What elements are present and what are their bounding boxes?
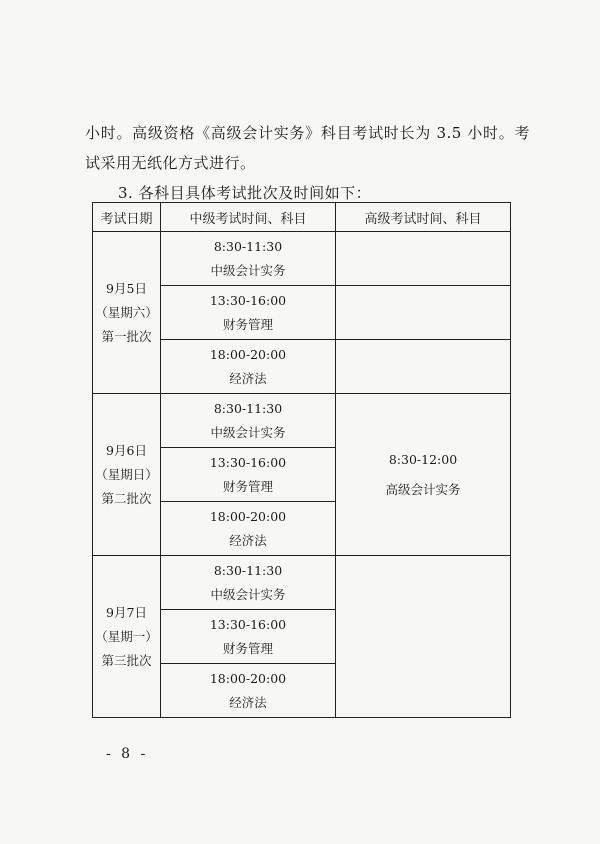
slot-subject: 财务管理 [222,316,273,332]
page-number: - 8 - [106,746,149,762]
batch-3-date-cell [93,556,161,718]
table-row [93,232,511,286]
slot-subject: 中级会计实务 [210,586,286,602]
slot-time: 13:30-16:00 [209,454,287,470]
header-intermediate: 中级考试时间、科目 [161,203,336,232]
batch-label: 第二批次 [101,490,152,506]
slot-time: 8:30-11:30 [213,400,283,416]
slot-subject: 中级会计实务 [210,424,286,440]
batch-date: 9月6日 [106,442,147,458]
senior-slot [336,394,511,556]
intermediate-slot [161,394,336,448]
senior-empty-cell [336,232,511,286]
batch-date: 9月5日 [106,280,147,296]
intermediate-slot [161,340,336,394]
exam-schedule-table [92,202,511,718]
intermediate-slot [161,610,336,664]
slot-time: 8:30-11:30 [213,238,283,254]
intermediate-slot [161,664,336,718]
senior-time: 8:30-12:00 [388,451,458,467]
intro-paragraph: 小时。高级资格《高级会计实务》科目考试时长为 3.5 小时。考试采用无纸化方式进行。 [85,124,530,172]
table-header-row [93,203,511,232]
slot-time: 18:00-20:00 [209,670,287,686]
senior-empty-cell [336,340,511,394]
batch-label: 第一批次 [101,328,152,344]
slot-subject: 中级会计实务 [210,262,286,278]
intermediate-slot [161,232,336,286]
batch-1-date-cell [93,232,161,394]
slot-subject: 财务管理 [222,478,273,494]
header-senior: 高级考试时间、科目 [336,203,511,232]
item-3-heading: 3. 各科目具体考试批次及时间如下： [118,184,372,202]
intermediate-slot [161,502,336,556]
slot-subject: 经济法 [229,370,267,386]
batch-2-date-cell [93,394,161,556]
slot-subject: 经济法 [229,694,267,710]
slot-time: 13:30-16:00 [209,292,287,308]
header-exam-date: 考试日期 [93,203,161,232]
intermediate-slot [161,286,336,340]
slot-time: 18:00-20:00 [209,508,287,524]
batch-date: 9月7日 [106,604,147,620]
intermediate-slot [161,448,336,502]
batch-label: 第三批次 [101,652,152,668]
batch-weekday: （星期一） [95,628,158,644]
senior-subject: 高级会计实务 [385,481,461,497]
table-row [93,394,511,448]
slot-time: 13:30-16:00 [209,616,287,632]
table-row [93,556,511,610]
slot-subject: 经济法 [229,532,267,548]
slot-time: 18:00-20:00 [209,346,287,362]
intermediate-slot [161,556,336,610]
senior-empty-cell [336,286,511,340]
slot-time: 8:30-11:30 [213,562,283,578]
slot-subject: 财务管理 [222,640,273,656]
batch-weekday: （星期日） [95,466,158,482]
senior-empty-cell [336,556,511,718]
batch-weekday: （星期六） [95,304,158,320]
